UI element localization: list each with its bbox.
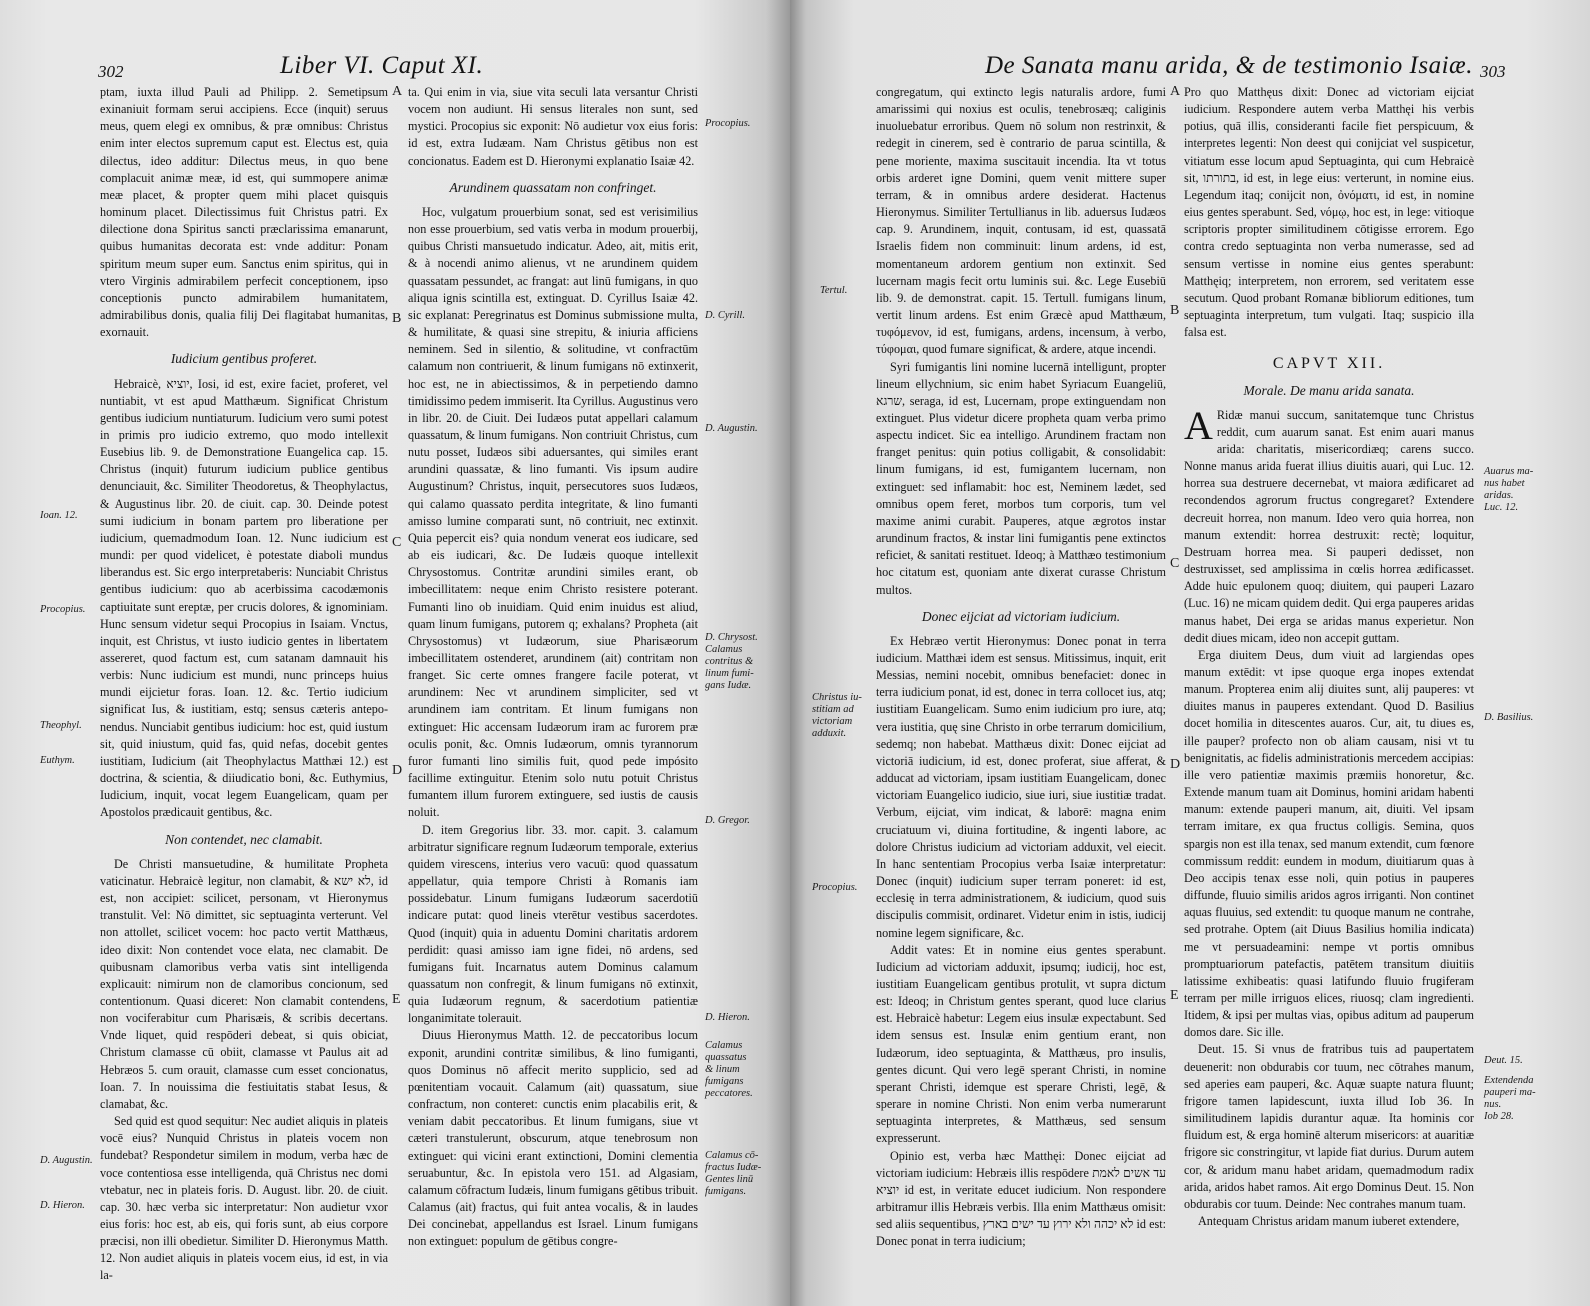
right-column-2 [1184, 84, 1474, 1230]
paragraph: Syri fumigantis lini nomine lucernā intelligunt, propter lineum ellychnium, sic enim habet Syriacum Euangeliū, שרגא, seraga, id est, Lucernam, prope extinguendam non extinguet. Plus videtur dicere propheta quam verba primo aspectu indicet. Sic ea intelligo. Arundinem fractam non franget penitus: quin potius colligabit, & consolidabit: linum fumigans, id est, fumigantem lucernam, non extinguet: sed inflamabit: hoc est, Neminem lædet, sed omnibus opem feret, morbos tum corporis, tum vel maxime animi curabit. Pauperes, atque ægrotos instar arundinum fractos, & instar lini fumigantis pene extinctos reficiet, & sanitati restituet. Ideoq; à Matthæo testimonium hoc citatum est, quoniam ante dixerat curasse Christum multos. [876, 359, 1166, 597]
margin-note: D. Hieron. [40, 1200, 85, 1211]
margin-note: Procopius. [40, 604, 86, 615]
running-head: De Sanata manu arida, & de testimonio Isaiæ. [985, 52, 1473, 79]
left-column-2 [408, 84, 698, 1250]
running-head: Liber VI. Caput XI. [280, 52, 484, 79]
margin-note: Euthym. [40, 755, 75, 766]
left-column-1 [100, 84, 388, 1285]
margin-note: Deut. 15. [1484, 1055, 1523, 1066]
margin-note: Extendenda pauperi ma- nus. Iob 28. [1484, 1075, 1536, 1122]
paragraph: Sed quid est quod sequitur: Nec audiet aliquis in plateis vocē eius? Nunquid Christus in plateis vocem non fundebat? Respondetur similem in modum, verba hæc de voce contentiosa esse intelligenda, quā Christus nec domi vtebatur, nec in plateis foris. D. August. libr. 20. de ciuit. cap. 30. hæc verba sic interpretatur: Non audietur vxor eius foris: hoc est, ab eis, qui foris sunt, ab eius corpore præcisi, non illi obedietur. Similiter D. Hieronymus Matth. 12. Non audiet aliquis in plateis vocem eius, id est, in via la- [100, 1114, 388, 1283]
paragraph: Diuus Hieronymus Matth. 12. de peccatoribus locum exponit, arundini contritæ similibus, & lino fumiganti, quos Dominus nō affecit merito supplicio, sed ad pœnitentiam vocauit. Calamum (ait) quassatum, siue confractum, non conteret: cunctis enim placabilis erit, & veniam dabit peccatoribus. Et linum fumigans, siue vt cæteri transtulerunt, obscurum, atque tenebrosum non extinguet: qui vicini erant extinctioni, Domini clementia seruabuntur, &c. In epistola vero 151. ad Algasiam, calamum cōfractum Iudæis, linum fumigans gētibus tribuit. Calamus (ait) fractus, qui fuit antea vocalis, & in laudes Dei concinebat, appellandus est Israel. Linum fumigans non extinguet: populum de gētibus congre- [408, 1028, 698, 1249]
paragraph-text: Ridæ manui succum, sanitatemque tunc Christus reddit, cum auarum sanat. Est enim auari manus arida: charitatis, misericordiæq; carens succo. Nonne manus arida fuerat illius diuitis auari, qui Luc. 12. horrea sua destruere decernebat, vt maiora ædificaret ad recondendos agrorum fructus congregaret? Extendere decreuit horrea, non manum. Ideo vero quia horrea, non manum extendit: horrea destruxit: rectè; loquitur, Destruam horrea mea. Si pauperi dedisset, non destruxisset, sed amplissima in cœlis horrea ædificasset. Adde huic epulonem quoq; diuitem, qui pauperi Lazaro (Luc. 16) ne micam quidem dedit. Qui erga pauperes aridas manus habet, Dei erga se aridas manus experietur. Non dedit diues micam, ideo non accepit guttam. [1184, 407, 1474, 645]
section-letter: A [1170, 84, 1181, 99]
paragraph: Ex Hebræo vertit Hieronymus: Donec ponat in terra iudicium. Matthæi idem est sensus. Mitissimus, inquit, erit Messias, nemini nocebit, omnibus benefaciet: donec in terra iudicium ponat, id est, donec in terra collocet ius, atq; iustitiam Euangelicam. Sumo enim iudicium pro iure, atq; vera iustitia, quę sine Christo in orbe terrarum domicilium, sedemq; non habebat. Matthæus dixit: Donec eijciat ad victoriā iudicium, id est, donec proferat, siue afferat, & adducat ad victoriam, ipsam iustitiam Euangelicam, donec victoriam Euangelico iudicio, siue iuri, siue iustitiæ tradat. Verbum, eijciat, vim indicat, & laborē: magna enim cruciatuum vi, diuina fortitudine, & ingenti labore, ac dolore Christus iudicium ad victoriam adduxit, vel eiecit. In hanc sententiam Procopius verba Isaiæ interpretatur: Donec (inquit) iudicium super terram poneret: id est, ecclesię in terra administrationem, & iudicium, quod suis discipulis commisit, ordinaret. Videtur enim in istis, iudicij nomine legem significare, &c. [876, 633, 1166, 940]
margin-note: Procopius. [812, 882, 858, 893]
paragraph: Opinio est, verba hæc Matthęi: Donec eijciat ad victoriam iudicium: Hebræis illis respōdere עד אשים לאמת יוציא id est, in veritate educet iudicium. Non respondere arbitramur illis Hebræis verbis. Illa enim Matthæus omisit: sed aliis sequentibus, לא יכהה ולא ירוץ עד ישים בארץ id est: Donec ponat in terra iudicium; [876, 1148, 1166, 1249]
margin-note: Auarus ma- nus habet aridas. Luc. 12. [1484, 466, 1534, 513]
paragraph: Hoc, vulgatum prouerbium sonat, sed est verisimilius non esse prouerbium, sed vatis verba in modum prouerbij, quibus Christi mansuetudo indicatur. Adeo, ait, mitis erit, & à nocendi animo alienus, vt ne arundinem quidem quassatam pessundet, ac frangat: aut linū fumigans, in quo aliqua ignis scintilla est, extinguat. D. Cyrillus Isaiæ 42. sic explanat: Peregrinatus est Dominus submissione multa, & humilitate, & quasi sine strepitu, & iniuria afficiens neminem. Sed in silentio, & solitudine, vt confractūm calamum non contriuerit, & linum fumigans nō extinxerit, hoc est, ne in abiectissimos, & in perpetiendo damno timidissimo pedem immiserit. Ita Cyrillus. Augustinus vero in libr. 20. de Ciuit. Dei Iudæos putat appellari calamum quassatum, & linum fumigans. Non contriuit Christus, cum nutu posset, Iudæos sibi aduersantes, qui similes erant arundini quassatæ, & lino fumanti. Vis ipsum audire Augustinum? Christus, inquit, persecutores suos Iudæos, qui calamo quassato perdita integritate, & lino fumanti amisso lumine comparati sunt, nō contriuit, nec extinxit. Quia pepercit eis? quia nondum venerat eos iudicare, sed ab eis iudicari, &c. De Iudæis quoque intellexit Chrysostomus. Contritæ arundini similes erant, ob imbecillitatem: neque enim Christo resistere poterant. Fumanti lino ob inuidiam. Quid enim inuidus est aliud, quam linum fumigans, putorem q; exhalans? Propheta (ait Chrysostomus) vt Iudæorum, siue Pharisæorum imbecillitatem ostenderet, arundinem (ait) contritam non franget. Sic certe omnes frangere facile poterat, vt arundinem: Nec vt arundinem simpliciter, sed vt arundinem iam contritam. Et linum fumigans non extinguet: Hic accensam Iudæorum iram ac furorem præ oculis ponit, &c. Omnis Iudæorum, omnis tyrannorum furor fumanti lino similis fuit, quod pede impósito facillime extinguitur. Etenim solo nutu potuit Christus fumantem illum furorem extinguere, sed iustis de causis noluit. [408, 204, 698, 820]
paragraph [1184, 402, 1474, 647]
paragraph: ta. Qui enim in via, siue vita seculi lata versantur Christi vocem non audiunt. Hi sensus literales non sunt, sed mystici. Procopius sic exponit: Nō audietur vox eius foris: id est, extra Iudæam. Nam Christus gētibus non est concionatus. Eadem est D. Hieronymi explanatio Isaiæ 42. [408, 85, 698, 168]
margin-note: D. Chrysost. Calamus contritus & linum fumi- gans Iudæ. [705, 632, 758, 691]
paragraph: ptam, iuxta illud Pauli ad Philipp. 2. Semetipsum exinaniuit formam serui accipiens. Ecce (inquit) seruus meus, quem elegi ex omnibus, & præ omnibus: Christus enim inter electos supremum caput est. Electus est, quia dilectus, ideo additur: Dilectus meus, in quo bene complacuit animæ meæ, id est, qui summopere animæ meæ placet, & propter quem mihi placet quisquis hominum placet. Dilectissimus fuit Christus patri. Ex dilectione dona Spiritus sancti præclarissima emanarunt, quibus humanitas decorata est: vnde additur: Ponam spiritum meum super eum. Sanctus enim spiritus, qui in vtero Virginis admirabilem perfecit conceptionem, ipso conceptionis puncto admirabilem humanitatem, admirabilibus donis, qualia filij Dei flagitabat humanitas, exornauit. [100, 85, 388, 340]
margin-note: D. Basilius. [1484, 712, 1534, 723]
section-letter: A [392, 84, 403, 99]
page-number: 302 [98, 62, 124, 81]
section-heading: Iudicium gentibus proferet. [170, 351, 318, 367]
section-letter: E [1170, 988, 1179, 1003]
margin-note: D. Hieron. [705, 1012, 750, 1023]
margin-note: Calamus quassatus & linum fumigans peccatores. [705, 1040, 753, 1099]
paragraph: Addit vates: Et in nomine eius gentes sperabunt. Iudicium ad victoriam adduxit, ipsumq; iudicij, hoc est, iustitiam Euangelicam gentibus protulit, vt supra dictum est: Ideoq; in Christum gentes sperant, quod luce clarius est. Hebraicè habetur: Legem eius insulæ expectabunt. Sed idem sensus est. Insulæ enim gentium erant, non Iudæorum, ideo septuaginta, & Matthæus, pro insulis, gentes dicunt. Qui vero legē sperant Christi, in nomine sperant Christi, idemque est sperare Christi, legē, & sperare in nomine Christi. Non enim verba numerarunt septuaginta interpretes, & Matthæus, sed sensum expresserunt. [876, 942, 1166, 1146]
margin-note: D. Augustin. [40, 1155, 93, 1166]
section-letter: C [392, 535, 402, 550]
section-heading: Donec eijciat ad victoriam iudicium. [921, 608, 1121, 624]
right-column-1 [876, 84, 1166, 1250]
section-heading: Non contendet, nec clamabit. [165, 831, 323, 847]
paragraph: De Christi mansuetudine, & humilitate Propheta vaticinatur. Hebraicè legitur, non clamabit, & לא ישא, id est, non accipiet: scilicet, personam, vt Hieronymus transtulit. Vel: Nō dimittet, sic septuaginta verterunt. Vel non attollet, scilicet vocem: hoc pacto vertit Matthæus, ideo dixit: Non contendet voce elata, nec clamabit. De quibusnam clamoribus verba vatis sint intelligenda explicauit: nimirum non de clamoribus concionum, sed contentionum. Quasi diceret: Non clamabit contendens, non vociferabitur cum Pharisæis, & scribis decertans. Vnde liquet, quid respōderi debeat, si quis obiciat, Christum clamasse cū obiit, clamasse vt Paulus ait ad Hebræos 5. cum orauit, clamasse cum esset concionatus, Ioan. 7. In nouissima die festiuitatis stabat Iesus, & clamabat, &c. [100, 856, 389, 1111]
margin-note: Christus iu- stitiam ad victoriam adduxit. [812, 692, 862, 739]
margin-note: Tertul. [820, 285, 848, 296]
paragraph: Pro quo Matthęus dixit: Donec ad victoriam eijciat iudicium. Respondere autem verba Matthęi his verbis potius, quā illis, consideranti facile fiet perspicuum, & interpretes legenti: Non deest qui conijciat vel suspicetur, vitiatum esse locum apud Septuaginta, qui cum Hebraicè sit, בתורתו, id est, in lege eius: verterunt, in nomine eius. Legendum itaq; conijcit non, ὀνόματι, id est, in nomine eius gentes sperabunt. Sed, νόμῳ, hoc est, in lege: vitioque scriptoris propter similitudinem cōtigisse errorem. Ego contra credo septuaginta non verba numerasse, sed ad sensum vertisse in nomine eius gentes sperabunt: Matthęiq; interpretem, non errorem, sed veritatem esse secutum. Quod probant Romanæ bibliorum editiones, tum septuaginta interpretum, tum vulgati. Itaq; suspicio illa falsa est. [1184, 85, 1474, 340]
margin-note: Ioan. 12. [40, 510, 78, 521]
margin-note: Theophyl. [40, 720, 82, 731]
right-page [790, 0, 1590, 1306]
page-number: 303 [1480, 62, 1506, 81]
left-page [0, 0, 790, 1306]
section-letter: D [392, 763, 403, 778]
margin-note: Calamus cō- fractus Iudæ- Gentes linū fumigans. [705, 1150, 762, 1197]
drop-cap: A [1184, 402, 1213, 448]
margin-note: D. Cyrill. [705, 310, 745, 321]
section-letter: B [392, 311, 402, 326]
margin-note: Procopius. [705, 118, 751, 129]
section-letter: B [1170, 303, 1180, 318]
margin-note: D. Gregor. [705, 815, 750, 826]
paragraph: congregatum, qui extincto legis naturalis ardore, fumi amarissimi qui noxius est oculis, tenebrosæq; caliginis inuoluebatur erroribus. Quem nō solum non restrinxit, & redegit in cinerem, sed è contrario de parua scintilla, & pene moriente, maxima suscitauit incendia. Ita vt totus orbis arderet igne Domini, quem venit mittere super terram, & in omnibus ardere desiderat. Hactenus Hieronymus. Similiter Tertullianus in lib. aduersus Iudæos cap. 9. Arundinem, inquit, contusam, id est, quassatā Israelis fidem non comminuit: linum ardens, id est, momentaneum ardorem gentium non extinxit. Sed lucernam magis fecit ortu luminis sui. &c. Lege Eusebiū lib. 9. de demonstrat. capit. 15. Tertull. fumigans linum, vertit linum ardens. Est enim Græcè apud Matthæum, τυφόμενον, id est, fumigans, ardens, incensum, à verbo, τύφομαι, quod fumare significat, & ardere, atque incendi. [876, 85, 1166, 357]
section-letter: D [1170, 757, 1181, 772]
chapter-title: CAPVT XII. [1272, 355, 1386, 373]
paragraph: Antequam Christus aridam manum iuberet extendere, [1198, 1214, 1460, 1228]
paragraph: Erga diuitem Deus, dum viuit ad largiendas opes manum extēdit: vt ipse quoque erga inopes extendat manum. Propterea enim alij diuites sunt, alij pauperes: vt diuites manus in pauperes extendant. Quod D. Basilius docet homilia in ditescentes auaros. Cur, ait, tu diues es, ille pauper? profecto non ob aliam causam, nisi vt tu benignitatis, ac fidelis administrationis mercedem accipias: ille vero patientiæ maximis præmiis honoretur, &c. Extende manum tuam ait Dominus, homini aridam habenti manum: extende pauperi manum, ait, diuiti. Vel ipsam terram imitare, ex qua fructus colligis. Semina, quos spargis non est illa tenax, sed manum extendit, cum fœnore commissum reddit: eundem in modum, diuitiarum quas à Deo accipis tenax esse noli, quin potius in pauperes diffunde, fluuio similis aridos agros irriganti. Non continet aquas fluuius, sed extendit: tu quoque manum ne contrahe, sed protrahe. Optem (ait Diuus Basilius homilia indicata) me vt persuadeamini: nempe vt portis omnibus promptuariorum patefactis, patētem transitum diuitiis latissime exhibeatis: quasi latifundo fluuio frugiferam terram per mille irriguos elices, riuosq; clam ingredienti. Itidem, & ipsi per multas vias, opibus aditum ad pauperum domos dare. Sic ille. [1184, 647, 1474, 1040]
margin-note: D. Augustin. [705, 423, 758, 434]
section-letter: C [1170, 556, 1180, 571]
section-letter: E [392, 992, 401, 1007]
paragraph: D. item Gregorius libr. 33. mor. capit. 3. calamum arbitratur significare regnum Iudæorum temporale, exterius quidem virescens, interius vero vacuū: quod quassatum appellatur, quia tempore Christi à Romanis iam possidebatur. Linum fumigans Iudæorum sacerdotiū indicare putat: quod lineis vterētur vestibus sacerdotes. Quod (inquit) quia in aduentu Domini charitatis ardorem perdidit: quasi amisso iam igne fidei, nō ardens, sed fumigans fuit. Incarnatus autem Dominus calamum quassatum non confregit, & linum fumigans nō extinxit, quia Iudæorum regnum, & sacerdotium patientiæ longanimitate tolerauit. [408, 822, 698, 1026]
section-heading: Arundinem quassatam non confringet. [449, 179, 657, 195]
paragraph: Deut. 15. Si vnus de fratribus tuis ad paupertatem deuenerit: non obdurabis cor tuum, nec cōtrahes manum, sed aperies eam pauperi, &c. Aquæ suapte natura fluunt; frigore tamen lapidescunt, iuxta illud Iob 36. In similitudinem lapidis durantur aquæ. Ita hominis cor fluidum est, & erga hominē alterum misericors: at auaritiæ frigore sic constringitur, vt lapide fiat durius. Durum autem cor, & aridum manu habet aridam, quemadmodum radix arida, aridos habet ramos. Ait ergo Dominus Deut. 15. Non obdurabis cor tuum. Deinde: Nec contrahes manum tuam. [1184, 1042, 1474, 1211]
paragraph: Hebraicè, יוציא, Iosi, id est, exire faciet, proferet, vel nuntiabit, vt est apud Matthæum. Significat Christum gentibus iudicium nuntiaturum. Iudicium vero sumi potest in primis pro iudicio extremo, quo modo intellexit Eusebius lib. 9. de Demonstratione Euangelica cap. 15. Christus (inquit) futurum iudicium publice gentibus denunciauit, &c. Similiter Theodoretus, & Theophylactus, & Augustinus libr. 20. de ciuit. cap. 30. Deinde potest sumi iudicium in bonam partem pro liberatione per iudicium, quemadmodum Ioan. 12. Nunc iudicium est mundi: per quod videlicet, è potestate diaboli mundus liberandus est. Sic ergo interpretaberis: Nunciabit Christus gentibus iudicium: quo ab acerbissima cacodæmonis captiuitate sunt ereptæ, per crucis dolores, & ignominiam. Hunc sensum videtur sequi Procopius in Isaiam. Vnctus, inquit, est Christus, vt iusto iudicio gentes in libertatem assereret, quod factum est, cum satanam damnauit his verbis: Nunc iudicium est mundi, nunc princeps huius mundi eijcietur foras. Ioan. 12. &c. Tertio iudicium significat Ius, & iustitiam, estq; sensus cæteris antepo-nendus. Nunciabit gentibus iudicium: hoc est, quid iustum sit, quid iniustum, quid fas, quid nefas, docebit gentes iustitiam, Iudicium (ait Theophylactus Matthæi 12.) est doctrina, & scientia, & diiudicatio boni, &c. Euthymius, Iudicium, inquit, vocat legem Euangelicam, quam per Apostolos prædicauit gentibus, &c. [100, 376, 388, 820]
section-heading: Morale. De manu arida sanata. [1243, 382, 1415, 398]
